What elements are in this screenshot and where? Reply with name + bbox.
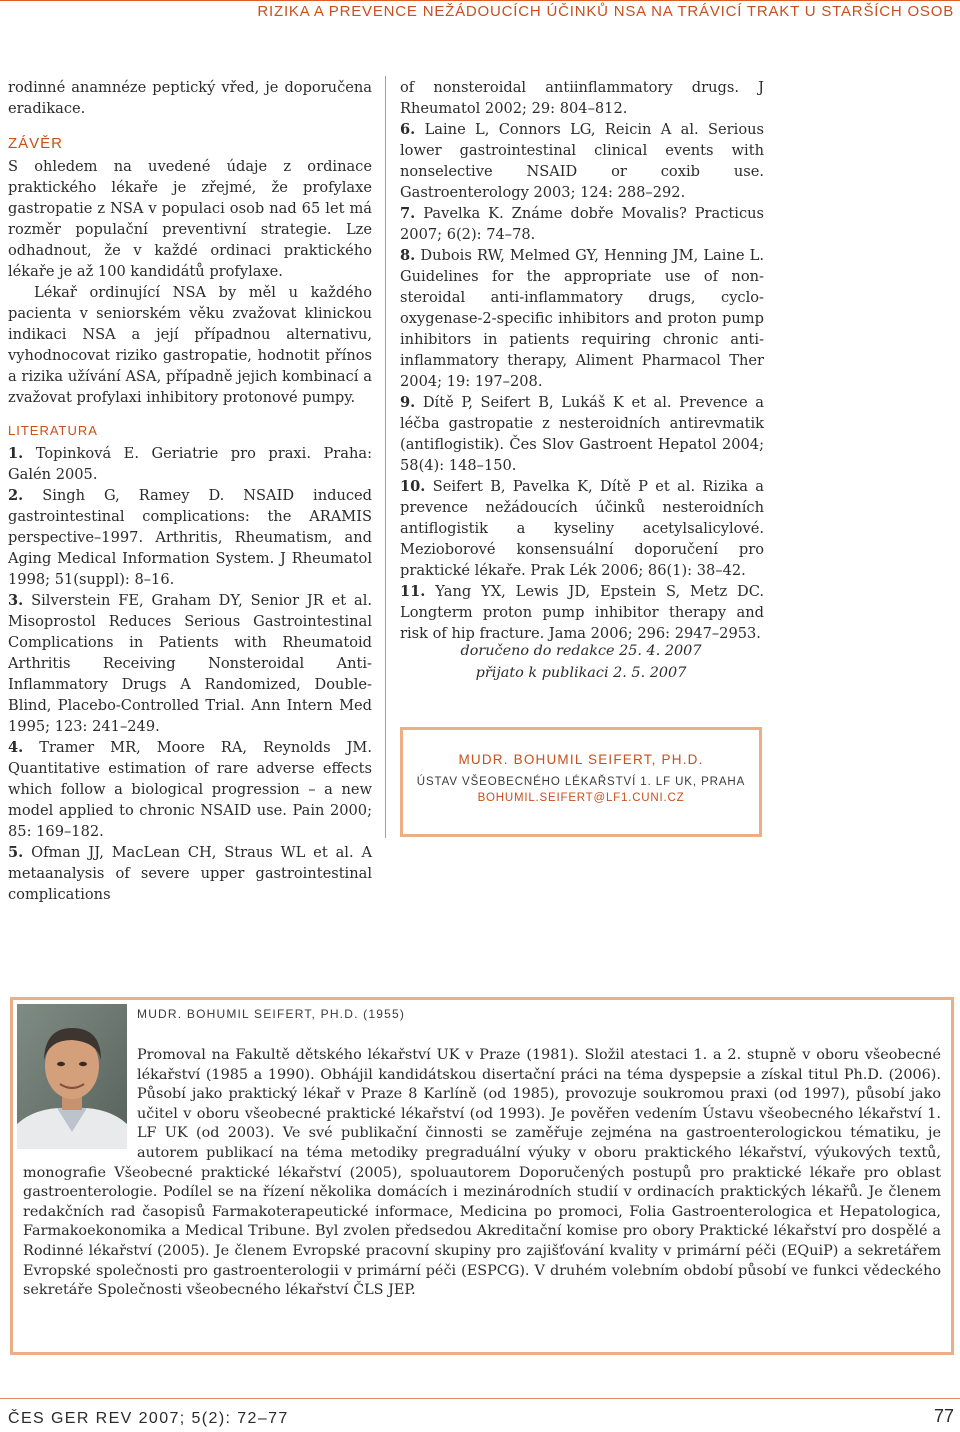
running-header bbox=[0, 0, 960, 25]
author-name: MUDR. BOHUMIL SEIFERT, PH.D. bbox=[458, 752, 704, 767]
conclusion-paragraph-1: S ohledem na uvedené údaje z ordinace praktického lékaře je zřejmé, že profylaxe gastropatie z NSA v populaci osob nad 65 let má rozměr populační preventivní strategie. Lze odhadnout, že v každé ordinaci praktického lékaře je až 100 kandidátů profylaxe. bbox=[8, 158, 372, 280]
column-divider bbox=[385, 76, 386, 838]
reference-item: 7. Pavelka K. Známe dobře Movalis? Practicus 2007; 6(2): 74–78. bbox=[400, 205, 765, 243]
page-number: 77 bbox=[933, 1406, 954, 1426]
intro-paragraph: rodinné anamnéze peptický vřed, je doporučena eradikace. bbox=[8, 79, 372, 117]
author-institution: ÚSTAV VŠEOBECNÉHO LÉKAŘSTVÍ 1. LF UK, PRAHA bbox=[416, 776, 746, 788]
left-column bbox=[8, 77, 372, 905]
bio-title: MUDR. BOHUMIL SEIFERT, PH.D. (1955) bbox=[137, 1007, 406, 1021]
received-dates bbox=[400, 640, 762, 684]
reference-item: 10. Seifert B, Pavelka K, Dítě P et al. Rizika a prevence nežádoucích účinků nesteroidních antiflogistik a kyseliny acetylsalicylové. Mezioborové konsensuální doporučení pro praktické lékaře. Prak Lék 2006; 86(1): 38–42. bbox=[400, 478, 764, 579]
bio-text bbox=[13, 1046, 951, 1301]
reference-item: 6. Laine L, Connors LG, Reicin A al. Serious lower gastrointestinal clinical events with nonselective NSAID or coxib use. Gastroenterology 2003; 124: 288–292. bbox=[400, 121, 764, 201]
running-title: RIZIKA A PREVENCE NEŽÁDOUCÍCH ÚČINKŮ NSA NA TRÁVICÍ TRAKT U STARŠÍCH OSOB bbox=[257, 3, 954, 20]
received-date: doručeno do redakce 25. 4. 2007 bbox=[460, 643, 702, 659]
conclusion-paragraph-2: Lékař ordinující NSA by měl u každého pacienta v seniorském věku zvažovat klinickou indikaci NSA a její případnou alternativu, vyhodnocovat riziko gastropatie, hodnotit přínos a rizika užívání ASA, případně jejich kombinací a zvažovat profylaxi inhibitory protonové pumpy. bbox=[8, 284, 372, 406]
footer-rule bbox=[0, 1398, 960, 1399]
reference-item: 2. Singh G, Ramey D. NSAID induced gastrointestinal complications: the ARAMIS perspective–1997. Arthritis, Rheumatism, and Aging Medical Information System. J Rheumatol 1998; 51(suppl): 8–16. bbox=[8, 487, 372, 588]
reference-item: 5. Ofman JJ, MacLean CH, Straus WL et al. A metaanalysis of severe upper gastrointestinal complications bbox=[8, 844, 373, 903]
references-heading: LITERATURA bbox=[8, 423, 98, 438]
reference-item-continued: of nonsteroidal antiinflammatory drugs. J Rheumatol 2002; 29: 804–812. bbox=[400, 79, 764, 117]
references-list-right bbox=[400, 77, 764, 644]
reference-item: 11. Yang YX, Lewis JD, Epstein S, Metz DC. Longterm proton pump inhibitor therapy and risk of hip fracture. Jama 2006; 296: 2947–2953. bbox=[400, 583, 764, 642]
author-email: BOHUMIL.SEIFERT@LF1.CUNI.CZ bbox=[477, 792, 685, 804]
reference-item: 4. Tramer MR, Moore RA, Reynolds JM. Quantitative estimation of rare adverse effects which follow a biological progression – a new model applied to chronic NSAID use. Pain 2000; 85: 169–182. bbox=[8, 739, 373, 840]
right-column bbox=[400, 77, 764, 644]
bio-paragraph: Promoval na Fakultě dětského lékařství UK v Praze (1981). Složil atestaci 1. a 2. stupně v oboru všeobecné lékařství (1985 a 1990). Obhájil kandidátskou disertační práci na téma dyspepsie a získal titul Ph.D. (2006). Působí jako praktický lékař v Praze 8 Karlíně (od 1985), provozuje soukromou praxi (od 1997), působí jako učitel v oboru všeobecné praktické lékařství (od 1993). Je pověřen vedením Ústavu všeobecného lékařství 1. LF UK (od 2003). Ve své publikační činnosti se zaměřuje zejména na gastroenterologickou tématiku, je autorem publikací na téma metodiky pregraduální výuky v oboru praktického lékařství, výukových textů, monografie Všeobecné praktické lékařství (2005), spoluautorem Doporučených postupů pro praktické lékaře pro oblast gastroenterologie. Podílel se na řízení několika domácích i mezinárodních studií v ordinacích praktických lékařů. Je členem redakčních rad časopisů Farmakoterapeutické informace, Medicina po promoci, Folia Gastroenterologica et Hepatologica, Farmakoekonomika a Medical Tribune. Byl zvolen předsedou Akreditační komise pro obory Praktické lékařství pro dospělé a Rodinné lékařství (2005). Je členem Evropské pracovní skupiny pro zajišťování kvality v primární péči (EQuiP) a sekretářem Evropské společnosti pro gastroenterologii v primární péči (ESPCG). V druhém volebním období působí ve funkci vědeckého sekretáře Společnosti všeobecného lékařství ČLS JEP. bbox=[23, 1047, 941, 1299]
reference-item: 8. Dubois RW, Melmed GY, Henning JM, Laine L. Guidelines for the appropriate use of non-steroidal anti-inflammatory drugs, cyclo-oxygenase-2-specific inhibitors and proton pump inhibitors in patients requiring chronic anti-inflammatory therapy, Aliment Pharmacol Ther 2004; 19: 197–208. bbox=[400, 247, 764, 390]
reference-item: 9. Dítě P, Seifert B, Lukáš K et al. Prevence a léčba gastropatie z nesteroidních antirevmatik (antiflogistik). Čes Slov Gastroent Hepatol 2004; 58(4): 148–150. bbox=[400, 394, 764, 474]
reference-item: 3. Silverstein FE, Graham DY, Senior JR et al. Misoprostol Reduces Serious Gastrointestinal Complications in Patients with Rheumatoid Arthritis Receiving Nonsteroidal Anti-Inflammatory Drugs A Randomized, Double-Blind, Placebo-Controlled Trial. Ann Intern Med 1995; 123: 241–249. bbox=[8, 592, 373, 735]
conclusion-heading: ZÁVĚR bbox=[8, 135, 64, 152]
author-box bbox=[400, 727, 762, 837]
author-bio-box bbox=[10, 997, 954, 1355]
accepted-date: přijato k publikaci 2. 5. 2007 bbox=[475, 665, 687, 681]
reference-item: 1. Topinková E. Geriatrie pro praxi. Praha: Galén 2005. bbox=[8, 445, 372, 483]
references-list-left bbox=[8, 443, 372, 905]
journal-citation: ČES GER REV 2007; 5(2): 72–77 bbox=[8, 1410, 289, 1427]
